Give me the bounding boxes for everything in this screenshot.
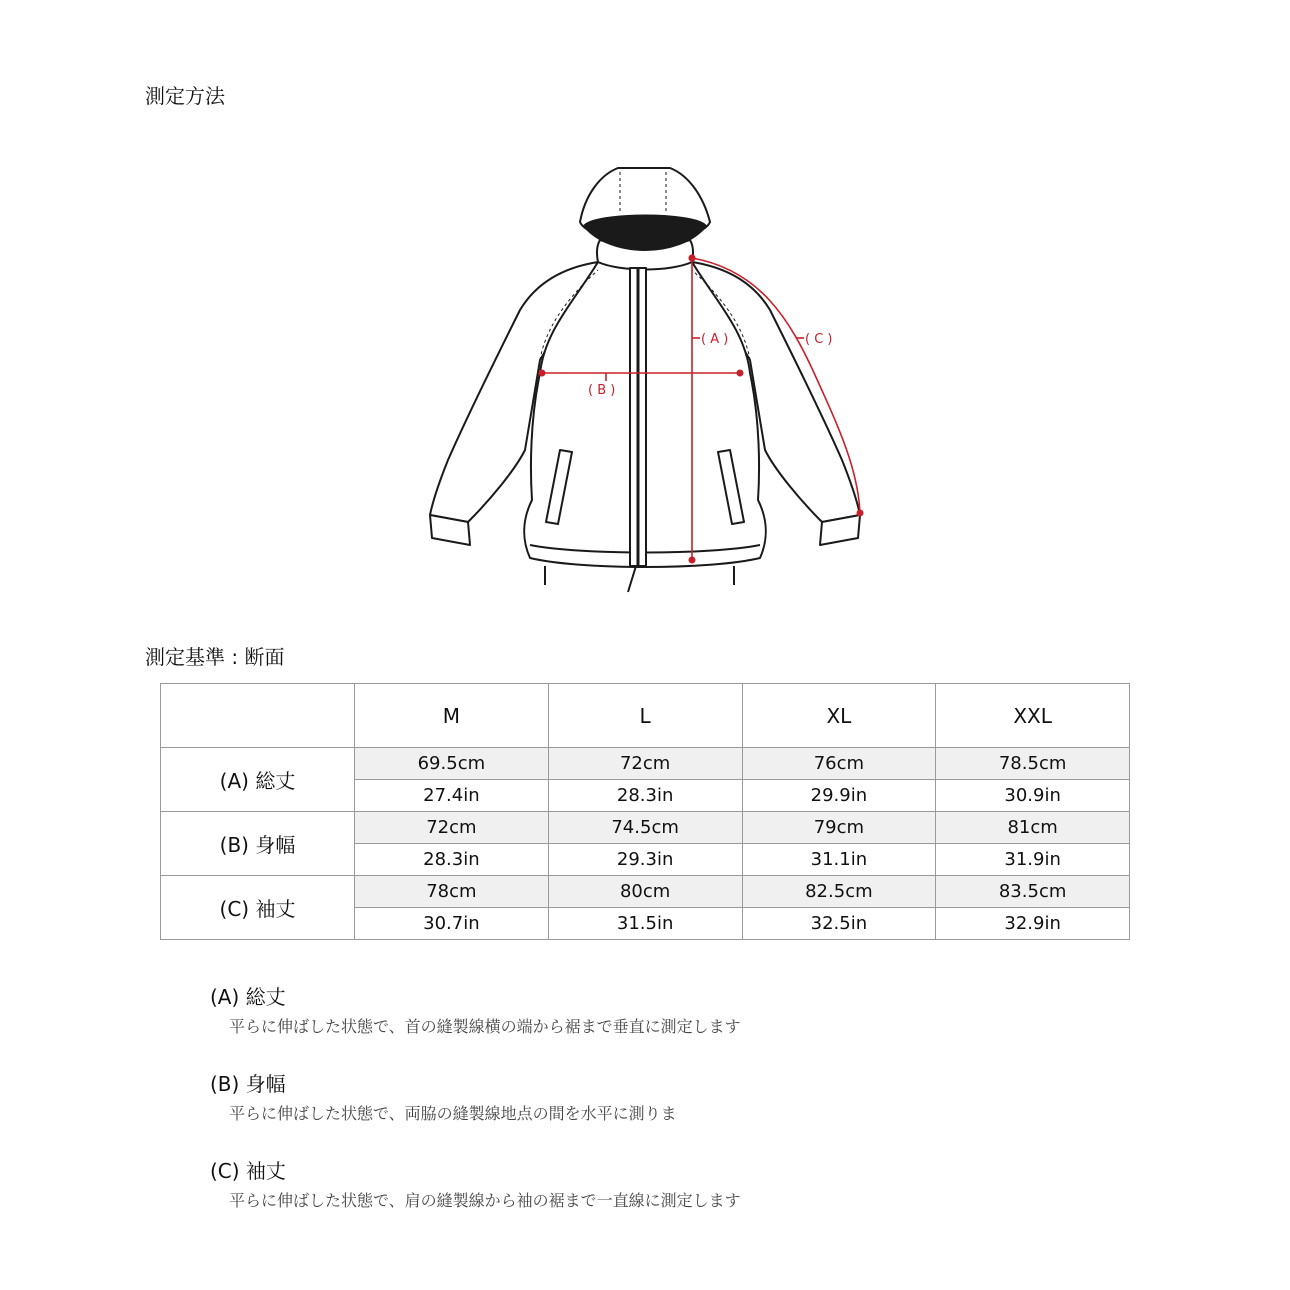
table-row (161, 812, 1130, 844)
row-label-total-length: (A) 総丈 (161, 748, 355, 812)
measure-method-title: 測定方法 (145, 84, 225, 108)
table-cell: 29.3in (548, 844, 742, 876)
table-cell: 29.9in (742, 780, 936, 812)
table-header-row (161, 684, 1130, 748)
header-size-l: L (548, 684, 742, 748)
table-cell: 30.9in (936, 780, 1130, 812)
note-chest-width (210, 1071, 677, 1125)
note-description: 平らに伸ばした状態で、首の縫製線横の端から裾まで垂直に測定します (229, 1017, 741, 1036)
jacket-measurement-diagram (400, 150, 890, 600)
table-cell: 74.5cm (548, 812, 742, 844)
table-row (161, 876, 1130, 908)
table-cell: 78cm (355, 876, 549, 908)
table-cell: 28.3in (355, 844, 549, 876)
row-label-sleeve-length: (C) 袖丈 (161, 876, 355, 940)
table-cell: 79cm (742, 812, 936, 844)
table-cell: 27.4in (355, 780, 549, 812)
table-cell: 78.5cm (936, 748, 1130, 780)
table-cell: 69.5cm (355, 748, 549, 780)
table-cell: 80cm (548, 876, 742, 908)
measure-label-b: ( B ) (588, 383, 616, 398)
table-cell: 72cm (548, 748, 742, 780)
header-corner-cell (161, 684, 355, 748)
table-cell: 76cm (742, 748, 936, 780)
table-cell: 32.9in (936, 908, 1130, 940)
jacket-illustration (430, 168, 860, 592)
measure-point-a-bottom (689, 557, 696, 564)
measure-point-c-bottom (857, 510, 864, 517)
measure-point-b-left (539, 370, 546, 377)
table-cell: 30.7in (355, 908, 549, 940)
note-total-length (210, 984, 741, 1038)
header-size-m: M (355, 684, 549, 748)
table-cell: 81cm (936, 812, 1130, 844)
row-label-chest-width: (B) 身幅 (161, 812, 355, 876)
table-cell: 72cm (355, 812, 549, 844)
header-size-xxl: XXL (936, 684, 1130, 748)
header-size-xl: XL (742, 684, 936, 748)
table-cell: 31.9in (936, 844, 1130, 876)
note-description: 平らに伸ばした状態で、肩の縫製線から袖の裾まで一直線に測定します (229, 1191, 741, 1210)
note-title: (B) 身幅 (210, 1072, 286, 1096)
note-description: 平らに伸ばした状態で、両脇の縫製線地点の間を水平に測りま (229, 1104, 677, 1123)
measure-label-c: ( C ) (805, 332, 833, 347)
table-cell: 28.3in (548, 780, 742, 812)
measure-point-c-top (689, 255, 696, 262)
note-sleeve-length (210, 1158, 741, 1212)
note-title: (A) 総丈 (210, 985, 286, 1009)
size-chart-table (160, 683, 1130, 940)
table-row (161, 748, 1130, 780)
measure-basis-title: 測定基準 : 断面 (145, 645, 285, 669)
table-cell: 82.5cm (742, 876, 936, 908)
measure-label-a: ( A ) (701, 332, 729, 347)
table-cell: 31.1in (742, 844, 936, 876)
table-cell: 31.5in (548, 908, 742, 940)
table-cell: 32.5in (742, 908, 936, 940)
table-cell: 83.5cm (936, 876, 1130, 908)
measure-point-b-right (737, 370, 744, 377)
note-title: (C) 袖丈 (210, 1159, 286, 1183)
